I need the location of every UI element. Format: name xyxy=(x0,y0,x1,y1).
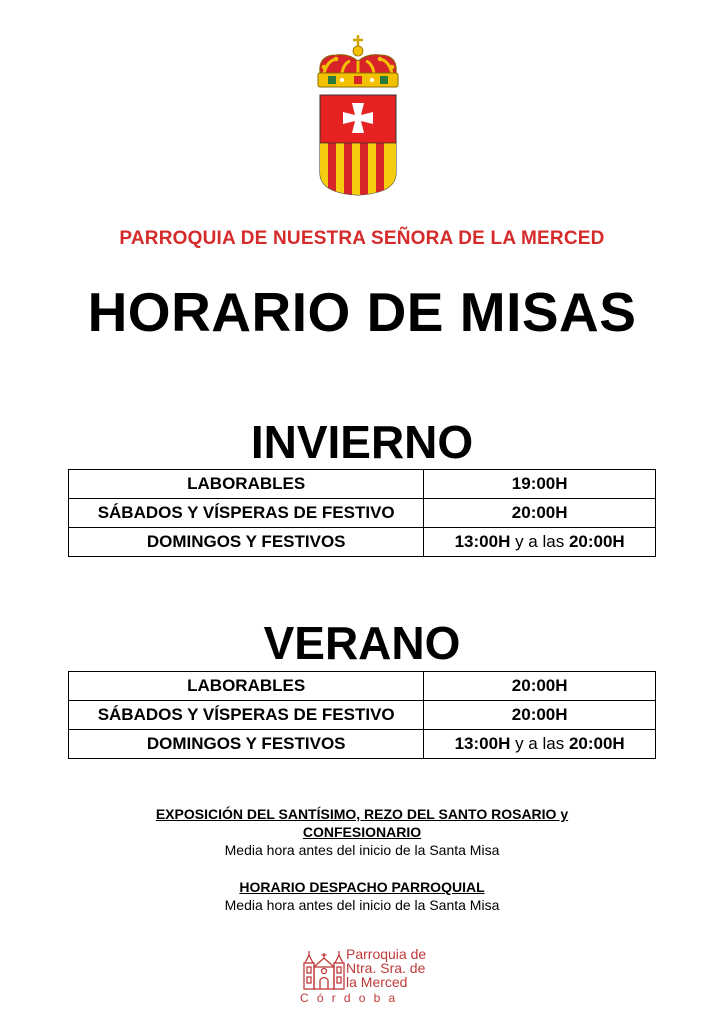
parish-footer-logo xyxy=(300,945,440,1007)
footer-city: Córdoba xyxy=(300,991,404,1005)
winter-weekday-label: LABORABLES xyxy=(69,470,424,499)
summer-saturday-time: 20:00H xyxy=(424,701,656,730)
summer-sunday-connector: y a las xyxy=(510,734,569,753)
crown-icon xyxy=(318,35,398,87)
winter-heading: INVIERNO xyxy=(250,416,474,468)
office-hours-note xyxy=(0,878,724,914)
winter-sunday-time-a: 13:00H xyxy=(454,532,511,551)
parish-name: PARROQUIA DE NUESTRA SEÑORA DE LA MERCED xyxy=(119,228,605,249)
exposition-text: Media hora antes del inicio de la Santa Misa xyxy=(224,842,500,858)
summer-schedule-table xyxy=(68,671,656,759)
footer-logo-text xyxy=(346,947,426,989)
office-text: Media hora antes del inicio de la Santa Misa xyxy=(224,897,500,913)
footer-line2: Ntra. Sra. de xyxy=(346,960,426,976)
summer-weekday-label: LABORABLES xyxy=(69,672,424,701)
winter-sunday-connector: y a las xyxy=(510,532,569,551)
summer-sunday-time-b: 20:00H xyxy=(568,734,625,753)
summer-sunday-time-a: 13:00H xyxy=(454,734,511,753)
table-row xyxy=(69,730,656,759)
winter-sunday-time xyxy=(424,528,656,557)
table-row xyxy=(69,499,656,528)
footer-line3: la Merced xyxy=(346,974,408,990)
shield-icon xyxy=(320,95,396,197)
footer-line1: Parroquia de xyxy=(346,946,427,962)
page-title: HORARIO DE MISAS xyxy=(87,281,637,343)
office-heading: HORARIO DESPACHO PARROQUIAL xyxy=(239,879,485,895)
exposition-heading-line1: EXPOSICIÓN DEL SANTÍSIMO, REZO DEL SANTO ROSARIO y xyxy=(155,806,569,822)
winter-sunday-label: DOMINGOS Y FESTIVOS xyxy=(69,528,424,557)
exposition-heading-line2: CONFESIONARIO xyxy=(302,824,422,840)
exposition-note xyxy=(0,805,724,859)
winter-weekday-time: 19:00H xyxy=(424,470,656,499)
summer-sunday-label: DOMINGOS Y FESTIVOS xyxy=(69,730,424,759)
table-row xyxy=(69,470,656,499)
winter-saturday-time: 20:00H xyxy=(424,499,656,528)
church-facade-icon xyxy=(302,947,346,991)
winter-schedule-table xyxy=(68,469,656,557)
summer-sunday-time xyxy=(424,730,656,759)
winter-saturday-label: SÁBADOS Y VÍSPERAS DE FESTIVO xyxy=(69,499,424,528)
table-row xyxy=(69,672,656,701)
parish-crest-logo xyxy=(314,33,402,197)
summer-weekday-time: 20:00H xyxy=(424,672,656,701)
summer-heading: VERANO xyxy=(263,617,461,669)
table-row xyxy=(69,528,656,557)
summer-saturday-label: SÁBADOS Y VÍSPERAS DE FESTIVO xyxy=(69,701,424,730)
table-row xyxy=(69,701,656,730)
winter-sunday-time-b: 20:00H xyxy=(568,532,625,551)
